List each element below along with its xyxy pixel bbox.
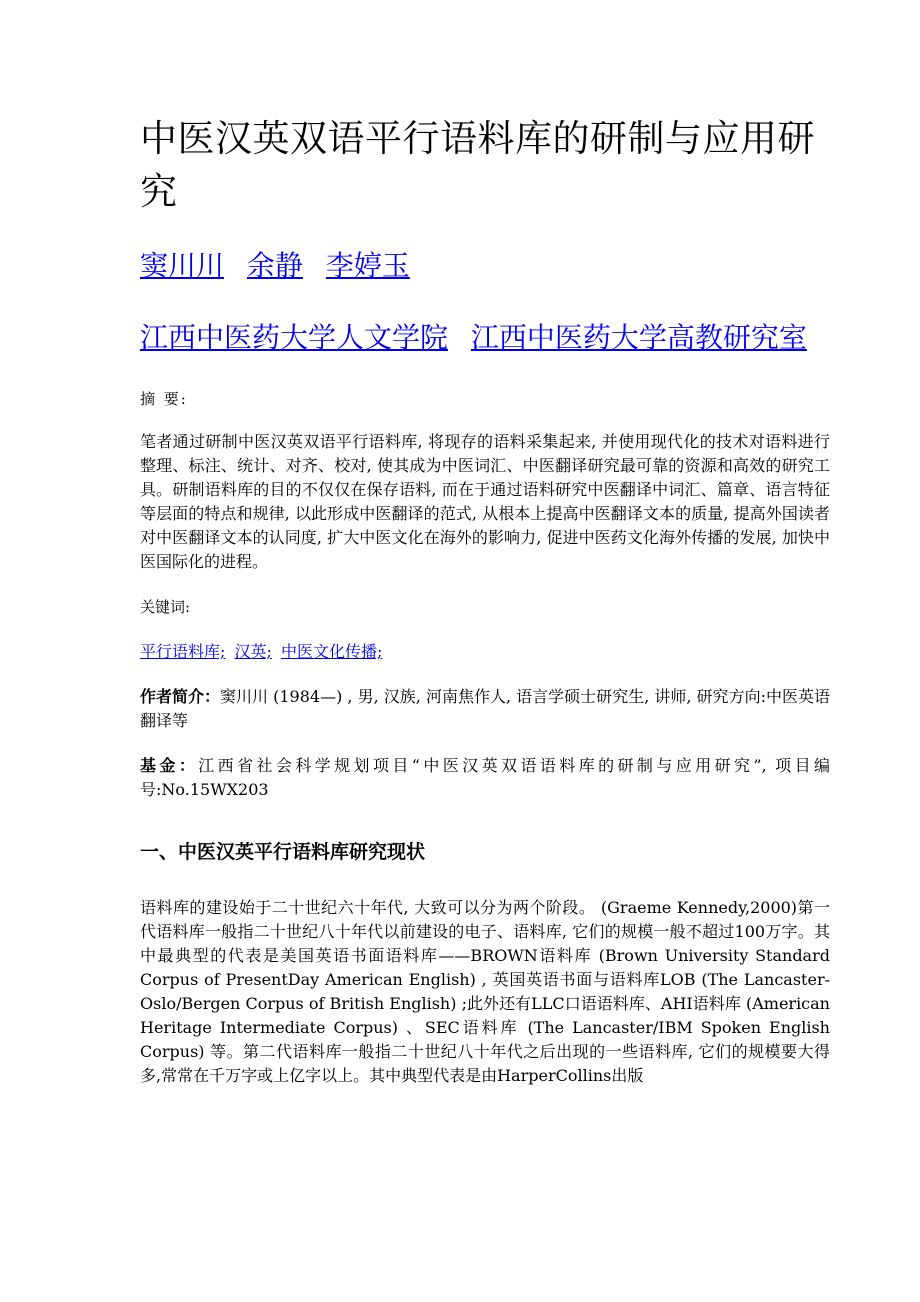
article-title: 中医汉英双语平行语料库的研制与应用研究 <box>140 117 815 213</box>
author-intro <box>140 685 830 733</box>
keywords-label: 关键词: <box>140 598 191 616</box>
abstract-text: 笔者通过研制中医汉英双语平行语料库, 将现存的语料采集起来, 并使用现代化的技术对语料进行整理、标注、统计、对齐、校对, 使其成为中医词汇、中医翻译研究最可靠的资源和高效的研究工具。研制语料库的目的不仅仅在保存语料, 而在于通过语料研究中医翻译中词汇、篇章、语言特征等层面的特点和规律, 以此形成中医翻译的范式, 从根本上提高中医翻译文本的质量, 提高外国读者对中医翻译文本的认同度, 扩大中医文化在海外的影响力, 促进中医药文化海外传播的发展, 加快中医国际化的进程。 <box>140 432 830 571</box>
affiliation-list <box>140 314 830 361</box>
fund-label: 基金： <box>140 756 199 775</box>
affiliation-link[interactable]: 江西中医药大学人文学院 <box>140 321 449 354</box>
author-link[interactable]: 窦川川 <box>140 249 225 282</box>
author-link[interactable]: 李婷玉 <box>325 249 410 282</box>
author-list <box>140 246 830 286</box>
author-link[interactable]: 余静 <box>246 249 303 282</box>
author-intro-label: 作者简介： <box>140 687 221 706</box>
affiliation-link[interactable]: 江西中医药大学高教研究室 <box>470 321 807 354</box>
article-page <box>140 0 830 1088</box>
keyword-link[interactable]: 中医文化传播; <box>281 642 383 661</box>
keyword-link[interactable]: 汉英; <box>234 642 272 661</box>
author-intro-text: 窦川川 (1984—) , 男, 汉族, 河南焦作人, 语言学硕士研究生, 讲师, 研究方向:中医英语翻译等 <box>140 687 830 730</box>
keyword-link[interactable]: 平行语料库; <box>140 642 226 661</box>
keyword-list <box>140 640 830 664</box>
abstract-label: 摘 要: <box>140 390 188 408</box>
fund-text: 江西省社会科学规划项目“中医汉英双语语料库的研制与应用研究”, 项目编号:No.15WX203 <box>140 756 830 799</box>
section-body: 语料库的建设始于二十世纪六十年代, 大致可以分为两个阶段。 (Graeme Kennedy,2000)第一代语料库一般指二十世纪八十年代以前建设的电子、语料库, 它们的规模一般不超过100万字。其中最典型的代表是美国英语书面语料库——BROWN语料库 (Brown University Standard Corpus of PresentDay American English) , 英国英语书面与语料库LOB (The Lancaster-Oslo/Bergen Corpus of British English) ;此外还有LLC口语语料库、AHI语料库 (American Heritage Intermediate Corpus) 、SEC语料库 (The Lancaster/IBM Spoken English Corpus) 等。第二代语料库一般指二十世纪八十年代之后出现的一些语料库, 它们的规模要大得多,常常在千万字或上亿字以上。其中典型代表是由HarperCollins出版 <box>140 898 830 1085</box>
fund-info <box>140 754 830 802</box>
section-heading: 一、中医汉英平行语料库研究现状 <box>140 841 426 863</box>
